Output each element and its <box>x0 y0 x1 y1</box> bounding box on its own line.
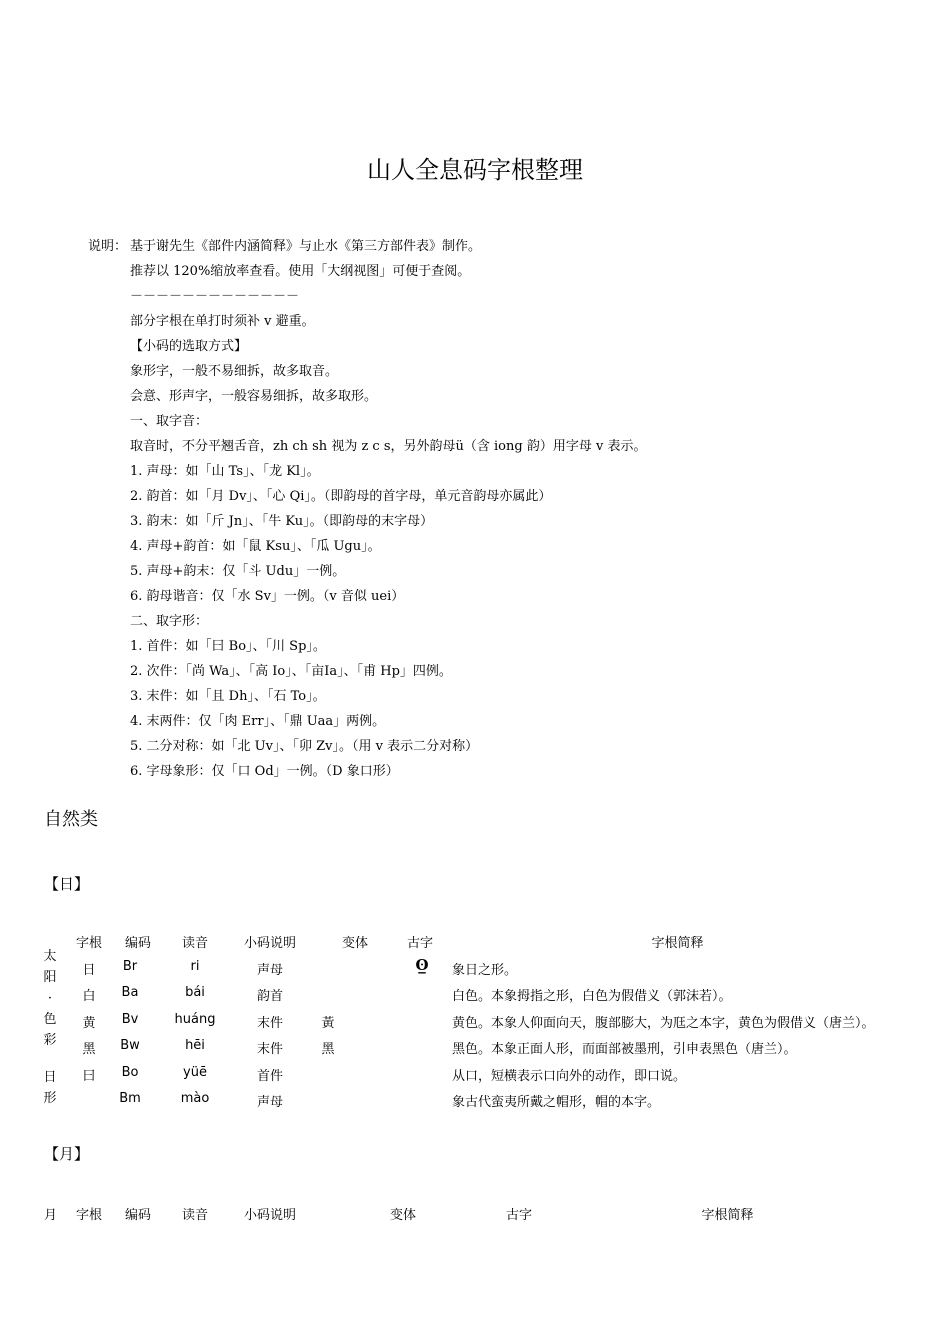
intro-line: 部分字根在单打时须补 v 避重。 <box>130 314 315 329</box>
intro-line: 象形字，一般不易细拆，故多取音。 <box>130 364 339 379</box>
col-header-variant: 变体 <box>389 1208 416 1223</box>
intro-label: 说明： <box>88 239 128 254</box>
col-header-desc: 字根简释 <box>651 936 704 951</box>
intro-line: 基于谢先生《部件内涵简释》与止水《第三方部件表》制作。 <box>130 239 482 254</box>
col-header-root: 字根 <box>75 936 102 951</box>
col-header-variant: 变体 <box>341 936 368 951</box>
cell-note: 韵首 <box>256 989 283 1004</box>
cell-desc: 白色。本象拇指之形，白色为假借义（郭沫若）。 <box>452 989 732 1004</box>
side-label-moon: 月 <box>44 1208 58 1223</box>
intro-line: 2. 次件：「尚 Wa」、「高 Io」、「亩Ia」、「甫 Hp」四例。 <box>130 664 452 679</box>
intro-line: 3. 末件：如「且 Dh」、「石 To」。 <box>130 689 326 704</box>
intro-line: 1. 首件：如「曰 Bo」、「川 Sp」。 <box>130 639 326 654</box>
cell-root: 曰 <box>82 1069 96 1084</box>
cell-root: 黑 <box>82 1042 96 1057</box>
col-header-code: 编码 <box>124 936 151 951</box>
ancient-sun-glyph: ʘ̲ <box>415 956 429 974</box>
intro-line: 取音时，不分平翘舌音，zh ch sh 视为 z c s，另外韵母ü（含 iong 韵）用字母 v 表示。 <box>130 439 647 454</box>
col-header-pinyin: 读音 <box>181 936 208 951</box>
intro-line: 一、取字音： <box>130 414 209 429</box>
cell-desc: 黄色。本象人仰面向天，腹部膨大，为尫之本字，黄色为假借义（唐兰）。 <box>452 1016 875 1031</box>
cell-code: Ba <box>121 985 139 1000</box>
intro-line: 5. 二分对称：如「北 Uv」、「卯 Zv」。（用 v 表示二分对称） <box>130 739 479 754</box>
cell-pinyin: huáng <box>174 1012 216 1027</box>
side-label-sun-color: 太 阳 · 色 彩 <box>43 949 57 1048</box>
cell-variant: 黃 <box>321 1016 335 1031</box>
cell-desc: 象日之形。 <box>452 963 518 978</box>
col-header-desc: 字根简释 <box>701 1208 754 1223</box>
cell-pinyin: ri <box>190 959 200 974</box>
cell-desc: 象古代蛮夷所戴之帽形，帽的本字。 <box>452 1095 661 1110</box>
cell-variant: 黑 <box>321 1042 335 1057</box>
cell-pinyin: bái <box>185 985 205 1000</box>
cell-note: 首件 <box>256 1069 283 1084</box>
col-header-note: 小码说明 <box>243 936 296 951</box>
intro-line: 6. 韵母谐音：仅「水 Sv」一例。（v 音似 uei） <box>130 589 405 604</box>
cell-code: Bw <box>120 1038 140 1053</box>
intro-line: 6. 字母象形：仅「口 Od」一例。（D 象口形） <box>130 764 399 779</box>
cell-desc: 从口，短横表示口向外的动作，即口说。 <box>452 1069 687 1084</box>
cell-code: Bv <box>121 1012 139 1027</box>
cell-root: 日 <box>82 963 96 978</box>
cell-note: 末件 <box>256 1016 283 1031</box>
intro-line: 4. 末两件：仅「肉 Err」、「鼎 Uaa」两例。 <box>130 714 386 729</box>
side-label-sun-shape: 日 形 <box>43 1070 57 1106</box>
col-header-root: 字根 <box>75 1208 102 1223</box>
cell-pinyin: yüē <box>183 1065 207 1080</box>
cell-note: 末件 <box>256 1042 283 1057</box>
intro-line: 推荐以 120%缩放率查看。使用「大纲视图」可便于查阅。 <box>130 264 471 279</box>
cell-pinyin: hēi <box>185 1038 205 1053</box>
section-heading: 自然类 <box>44 809 98 830</box>
intro-line: 5. 声母+韵末：仅「斗 Udu」一例。 <box>130 564 346 579</box>
cell-root: 黄 <box>82 1016 96 1031</box>
cell-pinyin: mào <box>180 1091 210 1106</box>
col-header-note: 小码说明 <box>243 1208 296 1223</box>
group-heading-yue: 【月】 <box>44 1145 90 1163</box>
cell-note: 声母 <box>256 1095 283 1110</box>
col-header-ancient: 古字 <box>505 1208 532 1223</box>
intro-line: 2. 韵首：如「月 Dv」、「心 Qi」。（即韵母的首字母，单元音韵母亦属此） <box>130 489 552 504</box>
intro-line: 3. 韵末：如「斤 Jn」、「牛 Ku」。（即韵母的末字母） <box>130 514 434 529</box>
cell-code: Bo <box>121 1065 139 1080</box>
intro-line: 二、取字形： <box>130 614 209 629</box>
intro-line: 会意、形声字，一般容易细拆，故多取形。 <box>130 389 378 404</box>
cell-code: Br <box>122 959 138 974</box>
cell-root: 白 <box>82 989 96 1004</box>
col-header-ancient: 古字 <box>406 936 433 951</box>
col-header-pinyin: 读音 <box>181 1208 208 1223</box>
intro-line: 1. 声母：如「山 Ts」、「龙 Kl」。 <box>130 464 320 479</box>
intro-subheading: 【小码的选取方式】 <box>130 339 248 354</box>
col-header-code: 编码 <box>124 1208 151 1223</box>
intro-line: 4. 声母+韵首：如「鼠 Ksu」、「瓜 Ugu」。 <box>130 539 381 554</box>
intro-divider: －－－－－－－－－－－－－ <box>130 289 300 304</box>
cell-desc: 黑色。本象正面人形，而面部被墨刑，引申表黑色（唐兰）。 <box>452 1042 797 1057</box>
group-heading-ri: 【日】 <box>44 875 90 893</box>
cell-note: 声母 <box>256 963 283 978</box>
page-title: 山人全息码字根整理 <box>367 156 583 184</box>
cell-code: Bm <box>119 1091 141 1106</box>
